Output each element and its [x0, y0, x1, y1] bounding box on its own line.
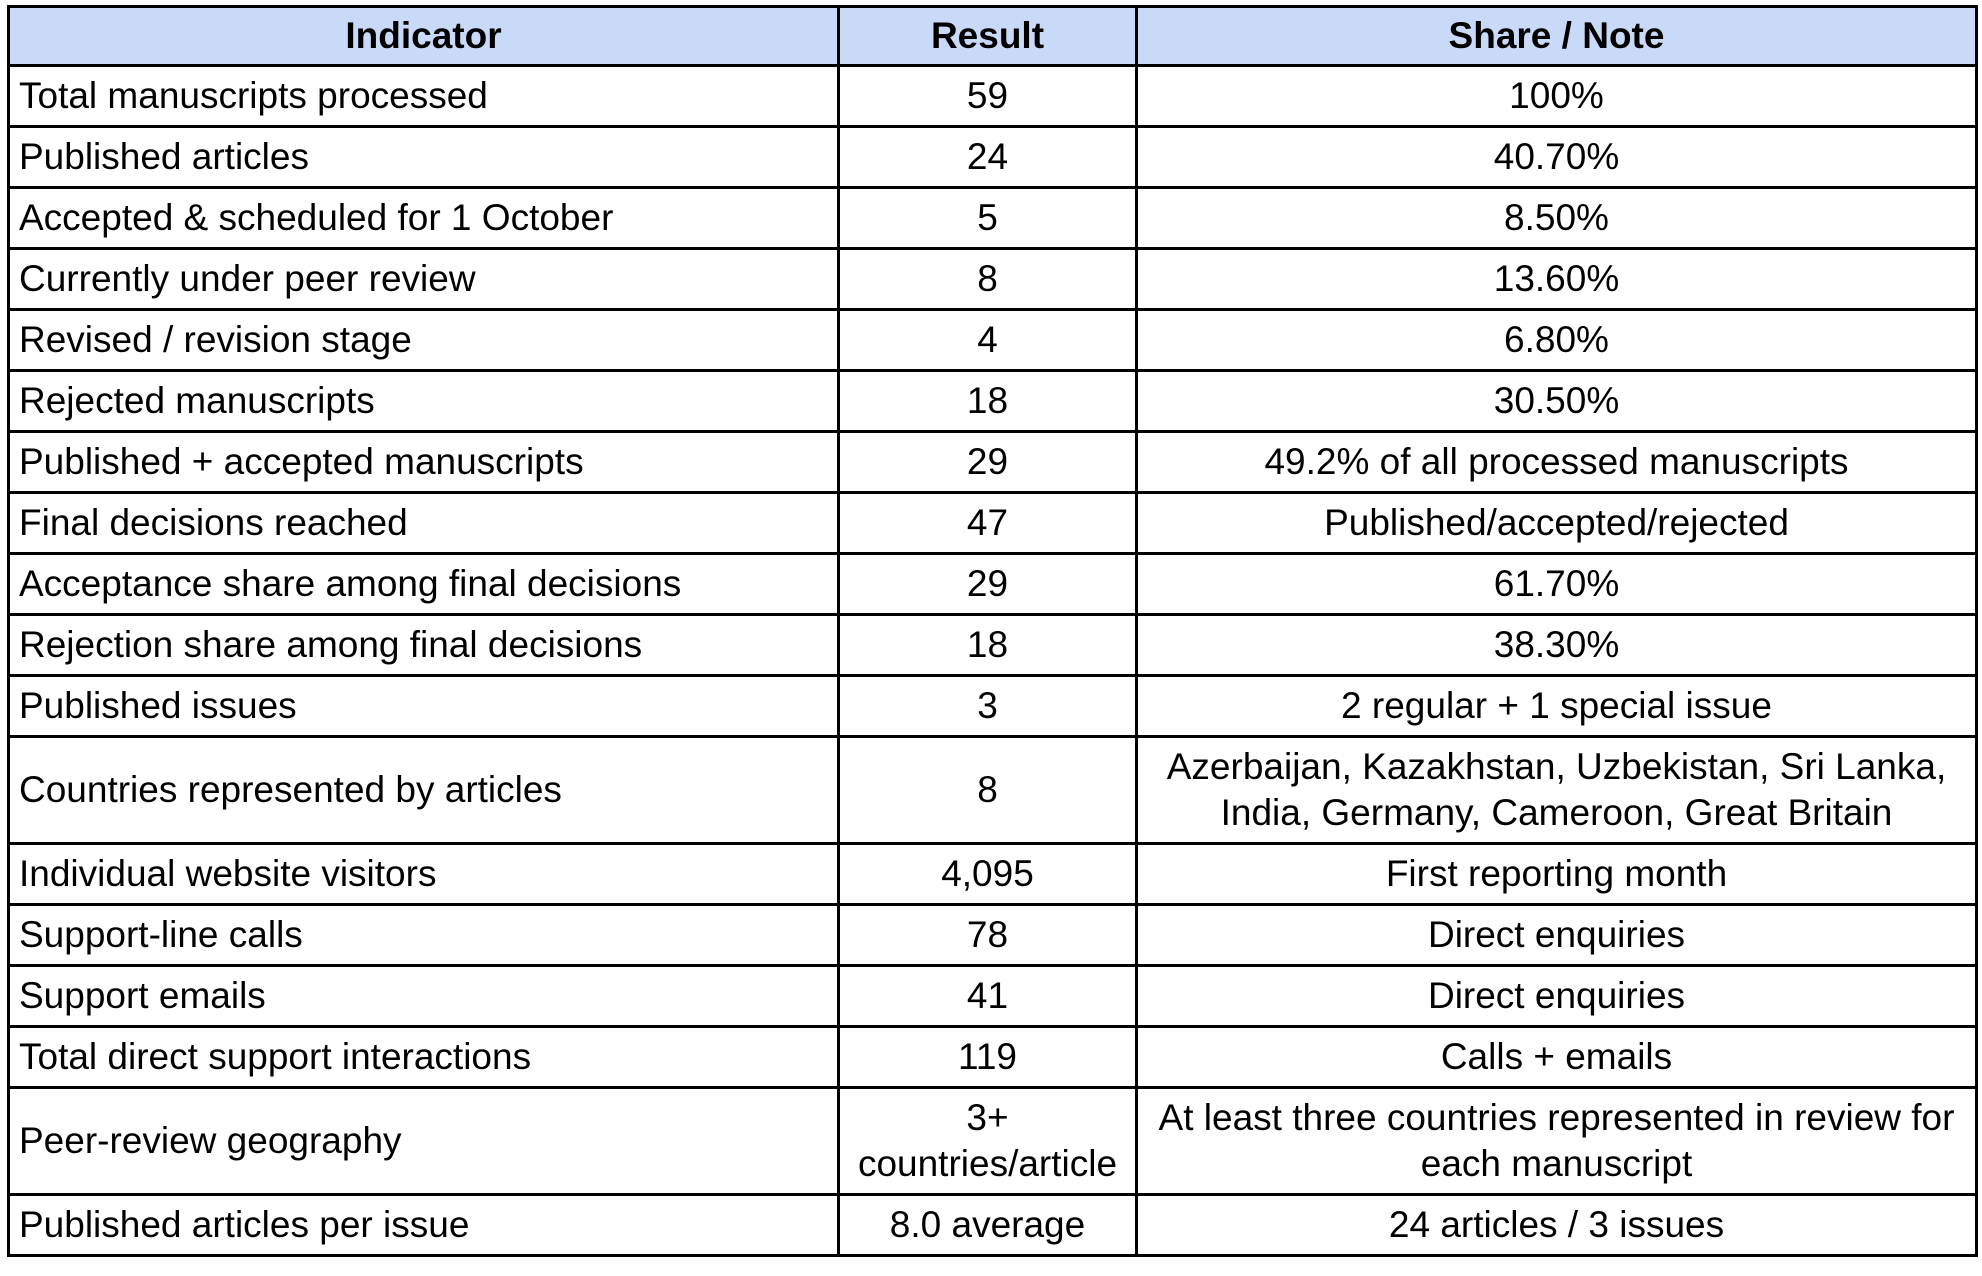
- indicator-cell: Rejection share among final decisions: [9, 615, 839, 676]
- note-cell: Calls + emails: [1137, 1027, 1977, 1088]
- indicator-cell: Peer-review geography: [9, 1088, 839, 1195]
- result-cell: 5: [839, 188, 1137, 249]
- result-cell: 78: [839, 905, 1137, 966]
- note-cell: First reporting month: [1137, 844, 1977, 905]
- note-cell: 49.2% of all processed manuscripts: [1137, 432, 1977, 493]
- note-cell: 8.50%: [1137, 188, 1977, 249]
- table-row: [9, 554, 1977, 615]
- note-cell: Direct enquiries: [1137, 966, 1977, 1027]
- note-cell: Published/accepted/rejected: [1137, 493, 1977, 554]
- indicator-cell: Support emails: [9, 966, 839, 1027]
- result-cell: 29: [839, 554, 1137, 615]
- note-cell: Direct enquiries: [1137, 905, 1977, 966]
- table-row: [9, 493, 1977, 554]
- result-cell: 18: [839, 371, 1137, 432]
- table-row: [9, 249, 1977, 310]
- table-row: [9, 1027, 1977, 1088]
- note-cell: 24 articles / 3 issues: [1137, 1195, 1977, 1256]
- indicator-cell: Final decisions reached: [9, 493, 839, 554]
- result-cell: 8: [839, 737, 1137, 844]
- indicator-cell: Individual website visitors: [9, 844, 839, 905]
- table-row: [9, 966, 1977, 1027]
- result-cell: 18: [839, 615, 1137, 676]
- note-cell: 38.30%: [1137, 615, 1977, 676]
- table-row: [9, 905, 1977, 966]
- summary-table-container: [7, 5, 1975, 1257]
- table-row: [9, 371, 1977, 432]
- table-row: [9, 844, 1977, 905]
- result-cell: 29: [839, 432, 1137, 493]
- indicator-cell: Published articles per issue: [9, 1195, 839, 1256]
- result-cell: 4: [839, 310, 1137, 371]
- indicator-cell: Acceptance share among final decisions: [9, 554, 839, 615]
- note-cell: 30.50%: [1137, 371, 1977, 432]
- note-cell: 40.70%: [1137, 127, 1977, 188]
- table-row: [9, 66, 1977, 127]
- header-row: [9, 7, 1977, 66]
- result-cell: 47: [839, 493, 1137, 554]
- table-row: [9, 310, 1977, 371]
- table-row: [9, 127, 1977, 188]
- note-cell: 61.70%: [1137, 554, 1977, 615]
- note-cell: 6.80%: [1137, 310, 1977, 371]
- result-cell: 3+ countries/article: [839, 1088, 1137, 1195]
- note-cell: 100%: [1137, 66, 1977, 127]
- table-row: [9, 737, 1977, 844]
- result-cell: 24: [839, 127, 1137, 188]
- indicator-cell: Rejected manuscripts: [9, 371, 839, 432]
- table-row: [9, 615, 1977, 676]
- indicator-cell: Countries represented by articles: [9, 737, 839, 844]
- result-cell: 8.0 average: [839, 1195, 1137, 1256]
- table-row: [9, 432, 1977, 493]
- note-cell: 13.60%: [1137, 249, 1977, 310]
- note-cell: 2 regular + 1 special issue: [1137, 676, 1977, 737]
- table-row: [9, 676, 1977, 737]
- table-row: [9, 1195, 1977, 1256]
- result-cell: 4,095: [839, 844, 1137, 905]
- indicator-cell: Currently under peer review: [9, 249, 839, 310]
- table-row: [9, 1088, 1977, 1195]
- result-cell: 41: [839, 966, 1137, 1027]
- header-result: Result: [839, 7, 1137, 66]
- indicator-cell: Support-line calls: [9, 905, 839, 966]
- indicator-cell: Accepted & scheduled for 1 October: [9, 188, 839, 249]
- indicator-cell: Revised / revision stage: [9, 310, 839, 371]
- indicator-cell: Published articles: [9, 127, 839, 188]
- header-share-note: Share / Note: [1137, 7, 1977, 66]
- note-cell: At least three countries represented in review for each manuscript: [1137, 1088, 1977, 1195]
- summary-table: [7, 5, 1978, 1257]
- result-cell: 8: [839, 249, 1137, 310]
- indicator-cell: Published issues: [9, 676, 839, 737]
- result-cell: 59: [839, 66, 1137, 127]
- indicator-cell: Published + accepted manuscripts: [9, 432, 839, 493]
- table-row: [9, 188, 1977, 249]
- result-cell: 3: [839, 676, 1137, 737]
- note-cell: Azerbaijan, Kazakhstan, Uzbekistan, Sri Lanka, India, Germany, Cameroon, Great Britain: [1137, 737, 1977, 844]
- result-cell: 119: [839, 1027, 1137, 1088]
- header-indicator: Indicator: [9, 7, 839, 66]
- indicator-cell: Total direct support interactions: [9, 1027, 839, 1088]
- indicator-cell: Total manuscripts processed: [9, 66, 839, 127]
